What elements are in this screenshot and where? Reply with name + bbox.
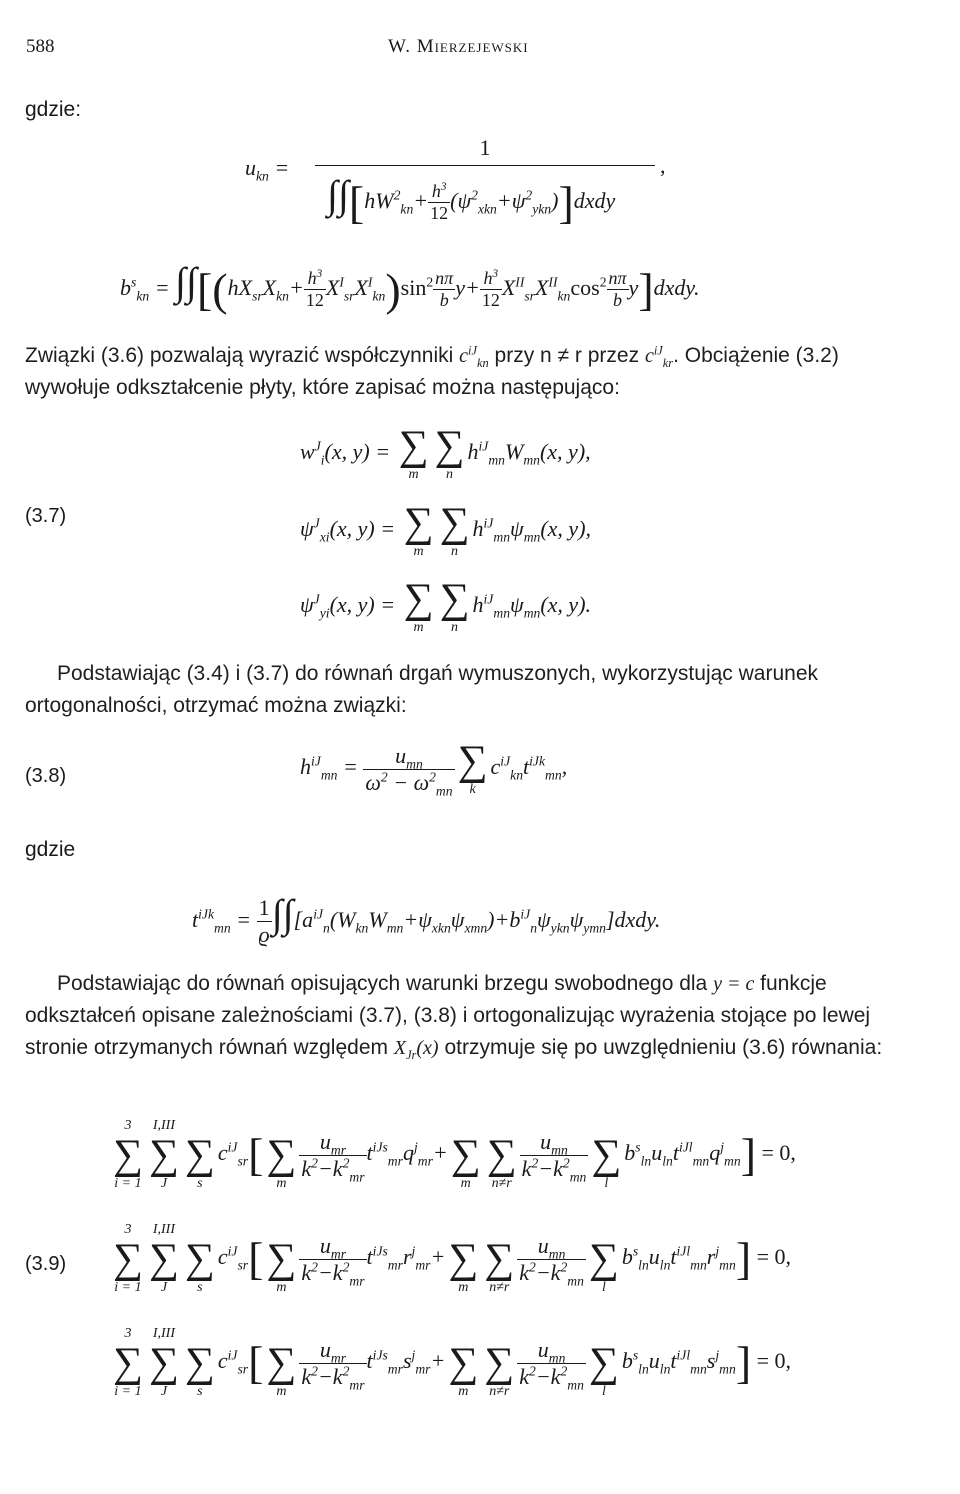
equation-3-7-w: $w^J_i(x$, y) = ∑ m ∑ n $h^{iJ}_{mn}W_{mn}(x$, y), [300, 423, 591, 482]
page-number: 588 [26, 36, 55, 57]
equation-3-7-psiy: $\psi^J_{yi}(x$, y) = ∑ m ∑ n $h^{iJ}_{mn}\psi_{mn}(x$, y). [300, 576, 592, 635]
equation-bkn: $b^s_{kn} = \int\int[(hX_{sr}X_{kn}+$ $\frac{h^3}{12}$ $X^I_{sr}X^I_{kn})\sin^2$ $\frac{n\pi}{b}$ y+ $\frac{h^3}{12}$ $X^{II}_{sr}X^{II}_{kn}\cos^2$ $\frac{n\pi}{b}$ y]dxdy. [120, 259, 700, 315]
paragraph-1: Związki (3.6) pozwalają wyrazić współczynniki $c^{iJ}_{kn}$ przy n ≠ r przez $c^{iJ}_{kr}$. Obciążenie (3.2) wywołuje odkształcenie płyty, które zapisać można następująco: [25, 343, 839, 399]
gdzie-label-2: gdzie [25, 838, 76, 861]
paragraph-2: Podstawiając (3.4) i (3.7) do równań drgań wymuszonych, wykorzystując warunek ortogonalności, otrzymać można związki: [25, 662, 818, 717]
paragraph-3: Podstawiając do równań opisujących warunki brzegu swobodnego dla y = c funkcje odkształceń opisane zależnościami (3.7), (3.8) i ortogonalizując wyrażenia stojące po lewej stronie otrzymanych równań względem $X_{Jr}(x)$ otrzymuje się po uwzględnieniu (3.6) równania: [25, 972, 883, 1062]
gdzie-label: gdzie: [25, 98, 82, 121]
equation-number-3-7: (3.7) [25, 505, 67, 527]
equation-3-9-row1: 3 ∑ i = 1 I,III ∑ J ∑ s $c^{iJ}_{sr}$[ ∑ m $\frac{u_{mr}}{k^2-k^2_{mr}}$ $t^{iJs}_{mr}q^j_{mr}+$ ∑ m ∑ n≠r $\frac{u_{mn}}{k^2-k^2_{mn}}$ ∑ l $b^s_{ln}u_{ln}t^{iJl}_{mn}q^j_{mn}] = 0$, [113, 1118, 796, 1191]
running-header-author: W. Mierzejewski [388, 36, 529, 57]
equation-3-9-row2: 3 ∑ i = 1 I,III ∑ J ∑ s $c^{iJ}_{sr}$[ ∑ m $\frac{u_{mr}}{k^2-k^2_{mr}}$ $t^{iJs}_{mr}r^j_{mr}+$ ∑ m ∑ n≠r $\frac{u_{mn}}{k^2-k^2_{mn}}$ ∑ l $b^s_{ln}u_{ln}t^{iJl}_{mn}r^j_{mn}] = 0$, [113, 1222, 792, 1295]
equation-3-8: $h^{iJ}_{mn}$ = $\frac{u_{mn}}{\omega^2 - \omega^2_{mn}}$ ∑ k $c^{iJ}_{kn}t^{iJk}_{mn}$, [300, 738, 568, 798]
equation-number-3-8: (3.8) [25, 765, 67, 787]
equation-3-9-row3: 3 ∑ i = 1 I,III ∑ J ∑ s $c^{iJ}_{sr}$[ ∑ m $\frac{u_{mr}}{k^2-k^2_{mr}}$ $t^{iJs}_{mr}s^j_{mr}+$ ∑ m ∑ n≠r $\frac{u_{mn}}{k^2-k^2_{mn}}$ ∑ l $b^s_{ln}u_{ln}t^{iJl}_{mn}s^j_{mn}] = 0$, [113, 1326, 792, 1399]
equation-3-7-psix: $\psi^J_{xi}(x$, y) = ∑ m ∑ n $h^{iJ}_{mn}\psi_{mn}(x$, y), [300, 500, 592, 559]
equation-t: $t^{iJk}_{mn}$ = $\frac{1}{ϱ}$ $\int\int[a^{iJ}_n(W_{kn}W_{mn}+\psi_{xkn}\psi_{xmn})+b^{iJ}_n\psi_{ykn}\psi_{ymn}]dxdy$. [192, 891, 661, 948]
equation-number-3-9: (3.9) [25, 1253, 67, 1275]
